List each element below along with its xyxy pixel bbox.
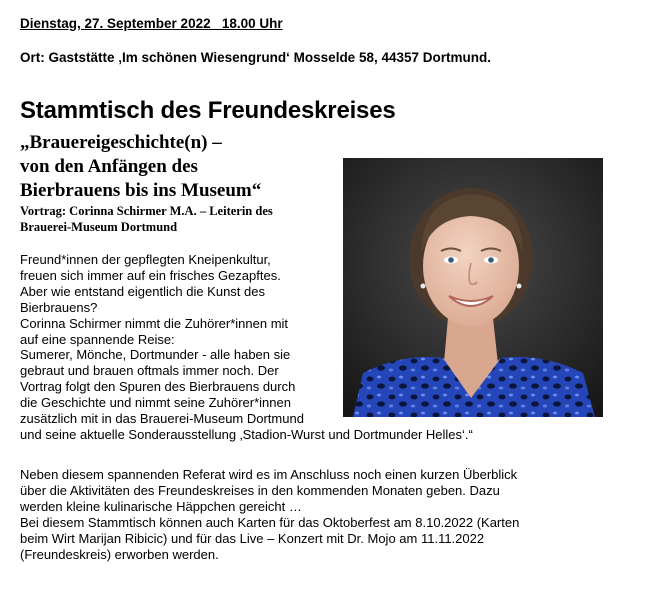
- intro-line: auf eine spannende Reise:: [20, 331, 175, 347]
- speaker-info: [20, 203, 273, 235]
- intro-line: Vortrag folgt den Spuren des Bierbrauens durch: [20, 379, 296, 395]
- talk-title-line: von den Anfängen des: [20, 156, 198, 177]
- talk-title: [20, 131, 261, 203]
- intro-line: Aber wie entstand eigentlich die Kunst des: [20, 283, 265, 299]
- intro-line: Bierbrauens?: [20, 299, 98, 315]
- intro-line: gebraut und brauen oftmals immer noch. Der: [20, 363, 279, 379]
- speaker-line: Vortrag: Corinna Schirmer M.A. – Leiterin des: [20, 204, 273, 218]
- outro-paragraph: [20, 467, 519, 562]
- intro-line: Corinna Schirmer nimmt die Zuhörer*innen mit: [20, 315, 289, 331]
- speaker-line: Brauerei-Museum Dortmund: [20, 220, 178, 234]
- intro-line: Sumerer, Mönche, Dortmunder - alle haben sie: [20, 347, 291, 363]
- outro-line: Neben diesem spannenden Referat wird es im Anschluss noch einen kurzen Überblick: [20, 467, 518, 482]
- outro-line: beim Wirt Marijan Ribicic) und für das Live – Konzert mit Dr. Mojo am 11.11.2022: [20, 530, 485, 546]
- intro-paragraph: [20, 252, 473, 443]
- event-location: Ort: Gaststätte ‚Im schönen Wiesengrund‘ Mosselde 58, 44357 Dortmund.: [20, 50, 491, 65]
- talk-title-line: Bierbrauens bis ins Museum“: [20, 180, 262, 201]
- outro-line: werden kleine kulinarische Häppchen gereicht …: [20, 498, 302, 514]
- event-date-time: Dienstag, 27. September 2022 18.00 Uhr: [20, 16, 283, 31]
- outro-line: Bei diesem Stammtisch können auch Karten für das Oktoberfest am 8.10.2022 (Karten: [20, 514, 520, 530]
- talk-title-line: „Brauereigeschichte(n) –: [20, 132, 222, 153]
- intro-line: Freund*innen der gepflegten Kneipenkultur,: [20, 252, 271, 267]
- intro-line: zusätzlich mit in das Brauerei-Museum Dortmund: [20, 411, 304, 427]
- intro-line: freuen sich immer auf ein frisches Gezapftes.: [20, 267, 281, 283]
- event-title: Stammtisch des Freundeskreises: [20, 97, 396, 124]
- intro-line: und seine aktuelle Sonderausstellung ‚Stadion-Wurst und Dortmunder Helles‘.“: [20, 426, 473, 442]
- intro-line: die Geschichte und nimmt seine Zuhörer*innen: [20, 395, 291, 411]
- outro-line: über die Aktivitäten des Freundeskreises in den kommenden Monaten geben. Dazu: [20, 482, 500, 498]
- outro-line: (Freundeskreis) erworben werden.: [20, 546, 219, 562]
